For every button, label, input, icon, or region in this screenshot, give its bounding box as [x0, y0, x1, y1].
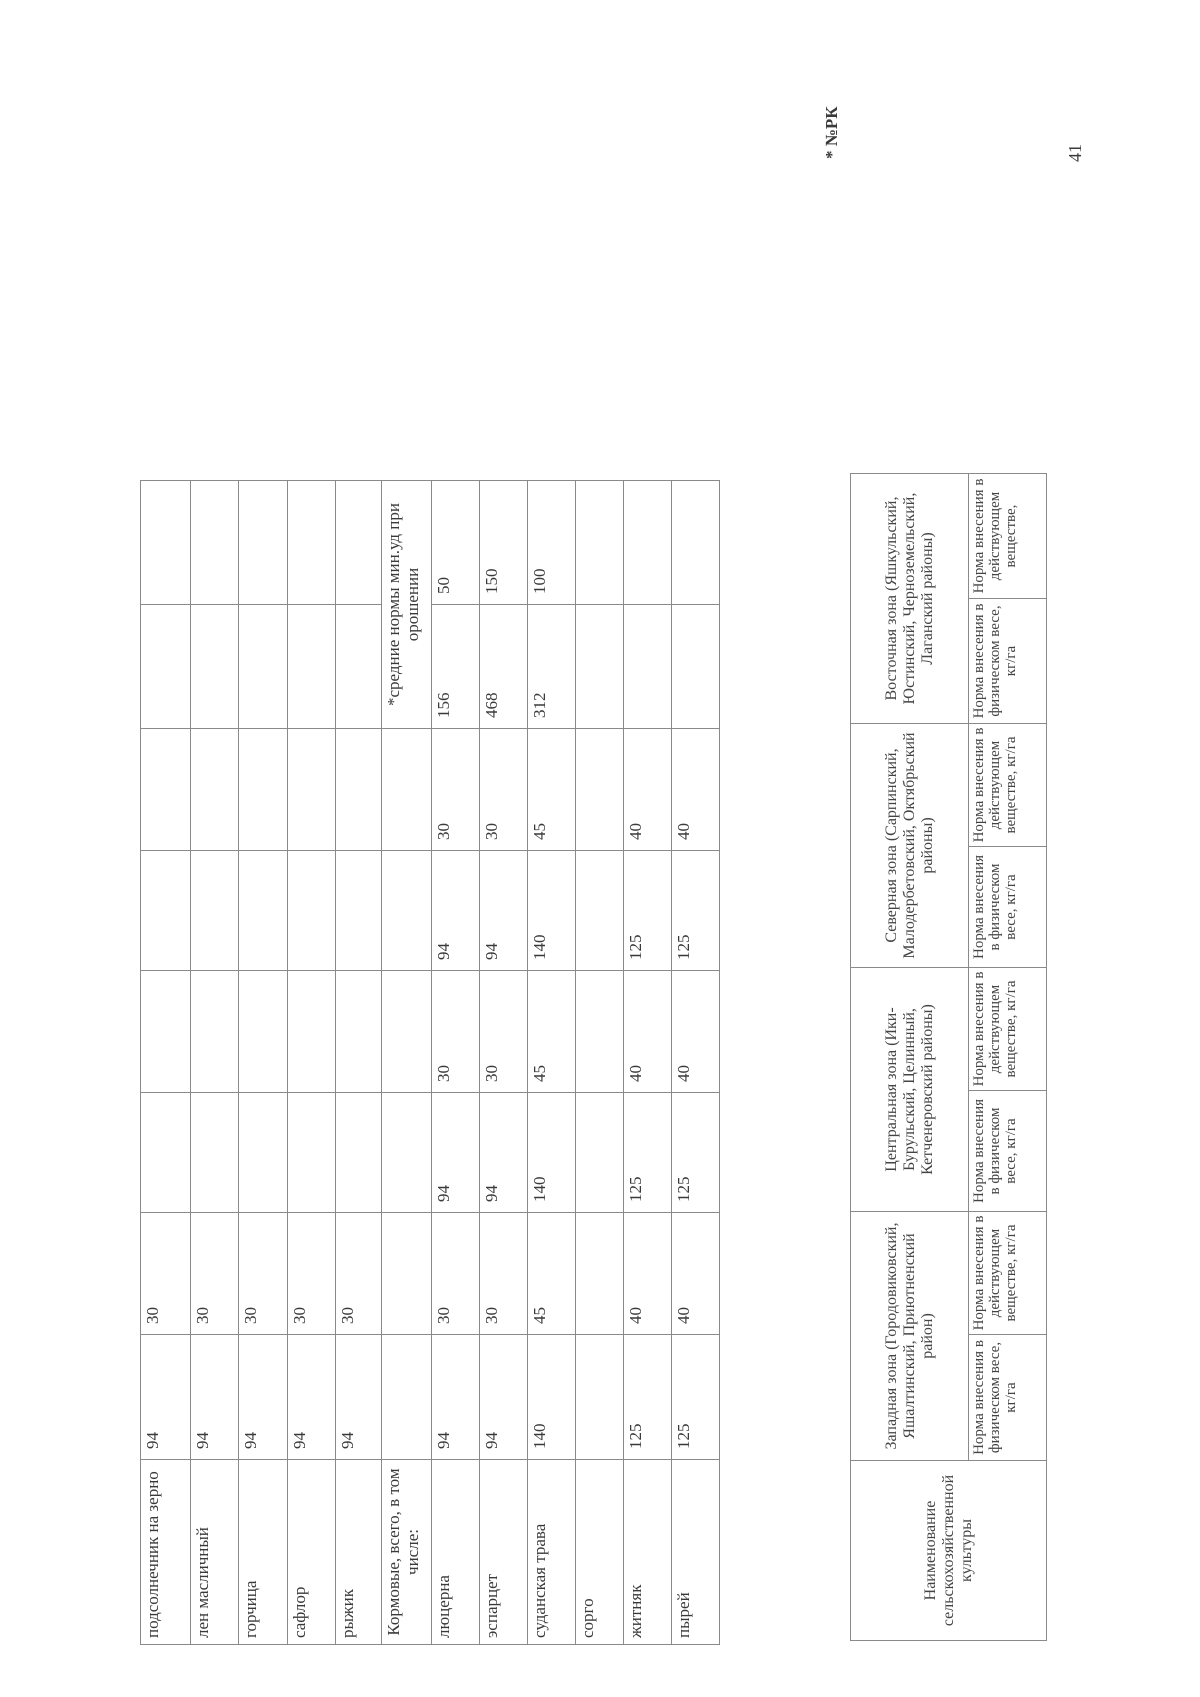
cell-value — [336, 971, 382, 1093]
cell-value — [576, 1335, 624, 1460]
crop-name: сорго — [576, 1460, 624, 1645]
table-row — [141, 481, 191, 1645]
cell-value — [336, 851, 382, 971]
cell-value: 94 — [480, 1093, 528, 1213]
cell-value — [382, 1335, 432, 1460]
header-row-zones — [851, 474, 969, 1641]
table-row — [382, 481, 432, 1645]
cell-value: 125 — [624, 851, 672, 971]
crop-name: Кормовые, всего, в том числе: — [382, 1460, 432, 1645]
table-row — [191, 481, 239, 1645]
crop-name: эспарцет — [480, 1460, 528, 1645]
cell-value: 94 — [141, 1335, 191, 1460]
norm-active-header: Норма внесения в действующем веществе, кг/га — [969, 724, 1047, 847]
cell-value: 30 — [432, 729, 480, 851]
zone-header-north: Северная зона (Сарпинский, Малодербетовский, Октябрьский районы) — [851, 724, 969, 968]
cell-value: 100 — [528, 481, 576, 605]
cell-value — [576, 605, 624, 729]
cell-value — [576, 971, 624, 1093]
footnote-mark: * №РК — [822, 106, 841, 159]
cell-value: 140 — [528, 1093, 576, 1213]
zone-header-east: Восточная зона (Яшкульский, Юстинский, Черноземельский, Лаганский районы) — [851, 474, 969, 724]
norm-physical-header: Норма внесения в физическом весе, кг/га — [969, 1091, 1047, 1212]
crop-name: лен масличный — [191, 1460, 239, 1645]
cell-value — [141, 729, 191, 851]
cell-value: 150 — [480, 481, 528, 605]
cell-value: 94 — [432, 1093, 480, 1213]
cell-value — [576, 1213, 624, 1335]
cell-value: 30 — [239, 1213, 288, 1335]
crop-name: сафлор — [288, 1460, 336, 1645]
cell-value: 40 — [624, 971, 672, 1093]
cell-value — [382, 851, 432, 971]
cell-value — [336, 1093, 382, 1213]
table-row — [480, 481, 528, 1645]
cell-value: 125 — [672, 1093, 720, 1213]
cell-value: 30 — [288, 1213, 336, 1335]
cell-value: 156 — [432, 605, 480, 729]
cell-value — [576, 481, 624, 605]
cell-value — [141, 605, 191, 729]
cell-value — [288, 851, 336, 971]
cell-value: 94 — [288, 1335, 336, 1460]
cell-value — [288, 1093, 336, 1213]
table-row — [624, 481, 672, 1645]
cell-value: 125 — [624, 1093, 672, 1213]
cell-value — [239, 481, 288, 605]
cell-value: 125 — [672, 851, 720, 971]
cell-value — [288, 605, 336, 729]
cell-value — [141, 481, 191, 605]
cell-value: 94 — [432, 1335, 480, 1460]
cell-value: 40 — [672, 971, 720, 1093]
cell-value — [382, 971, 432, 1093]
norm-physical-header: Норма внесения в физическом весе, кг/га — [969, 847, 1047, 968]
norm-physical-header: Норма внесения в физическом весе, кг/га — [969, 599, 1047, 724]
norm-active-header: Норма внесения в действующем веществе, кг/га — [969, 968, 1047, 1091]
crop-column-header: Наименование сельскохозяйственной культуры — [851, 1461, 1047, 1641]
cell-value: 125 — [672, 1335, 720, 1460]
cell-value — [382, 1213, 432, 1335]
cell-value — [624, 605, 672, 729]
table-row — [288, 481, 336, 1645]
cell-value: 94 — [336, 1335, 382, 1460]
cell-value — [336, 729, 382, 851]
norm-physical-header: Норма внесения в физическом весе, кг/га — [969, 1335, 1047, 1461]
norm-active-header: Норма внесения в действующем веществе, — [969, 474, 1047, 599]
cell-value: 45 — [528, 1213, 576, 1335]
cell-value: 45 — [528, 971, 576, 1093]
crop-name: горчица — [239, 1460, 288, 1645]
table-row — [432, 481, 480, 1645]
cell-value: 30 — [141, 1213, 191, 1335]
cell-value — [288, 481, 336, 605]
cell-value: 30 — [480, 971, 528, 1093]
cell-value — [336, 481, 382, 605]
table-row — [528, 481, 576, 1645]
table-row — [336, 481, 382, 1645]
cell-value: 40 — [672, 729, 720, 851]
cell-value — [239, 971, 288, 1093]
crop-name: житняк — [624, 1460, 672, 1645]
cell-value: 30 — [336, 1213, 382, 1335]
cell-value — [141, 851, 191, 971]
cell-value — [576, 851, 624, 971]
cell-value — [239, 1093, 288, 1213]
cell-value — [576, 1093, 624, 1213]
cell-value — [191, 1093, 239, 1213]
cell-value — [624, 481, 672, 605]
cell-value — [239, 729, 288, 851]
crop-name: пырей — [672, 1460, 720, 1645]
cell-value: 312 — [528, 605, 576, 729]
cell-value — [576, 729, 624, 851]
cell-value: 30 — [432, 1213, 480, 1335]
cell-value: 140 — [528, 851, 576, 971]
cell-value: 94 — [480, 851, 528, 971]
cell-value — [382, 1093, 432, 1213]
cell-value — [382, 729, 432, 851]
cell-value — [239, 851, 288, 971]
cell-value: 125 — [624, 1335, 672, 1460]
cell-value: 94 — [191, 1335, 239, 1460]
zone-header-central: Центральная зона (Ики-Бурульский, Целинный, Кетченеровский районы) — [851, 968, 969, 1212]
cell-value: 40 — [672, 1213, 720, 1335]
crop-name: суданская трава — [528, 1460, 576, 1645]
irrigation-note: *средние нормы мин.уд при орошении — [382, 481, 432, 729]
norm-active-header: Норма внесения в действующем веществе, кг/га — [969, 1212, 1047, 1335]
cell-value — [191, 971, 239, 1093]
crop-name: подсолнечник на зерно — [141, 1460, 191, 1645]
cell-value: 30 — [480, 1213, 528, 1335]
cell-value — [336, 605, 382, 729]
cell-value: 94 — [432, 851, 480, 971]
cell-value — [191, 605, 239, 729]
cell-value — [191, 481, 239, 605]
cell-value: 94 — [239, 1335, 288, 1460]
cell-value: 30 — [191, 1213, 239, 1335]
cell-value — [672, 605, 720, 729]
cell-value: 468 — [480, 605, 528, 729]
cell-value: 40 — [624, 729, 672, 851]
zone-header-west: Западная зона (Городовиковский, Яшалтинский, Приютненский район) — [851, 1212, 969, 1461]
cell-value — [239, 605, 288, 729]
cell-value — [141, 1093, 191, 1213]
crop-name: люцерна — [432, 1460, 480, 1645]
cell-value — [191, 851, 239, 971]
cell-value — [288, 971, 336, 1093]
cell-value — [672, 481, 720, 605]
cell-value: 30 — [432, 971, 480, 1093]
crop-name: рыжик — [336, 1460, 382, 1645]
cell-value: 50 — [432, 481, 480, 605]
cell-value: 140 — [528, 1335, 576, 1460]
cell-value: 45 — [528, 729, 576, 851]
cell-value: 94 — [480, 1335, 528, 1460]
page-number: 41 — [1065, 144, 1085, 162]
cell-value — [191, 729, 239, 851]
cell-value: 30 — [480, 729, 528, 851]
table-header-block — [850, 473, 1047, 1641]
cell-value — [141, 971, 191, 1093]
table-row — [576, 481, 624, 1645]
cell-value: 40 — [624, 1213, 672, 1335]
table-row — [239, 481, 288, 1645]
fertilizer-norms-table — [140, 480, 720, 1645]
cell-value — [288, 729, 336, 851]
table-row — [672, 481, 720, 1645]
